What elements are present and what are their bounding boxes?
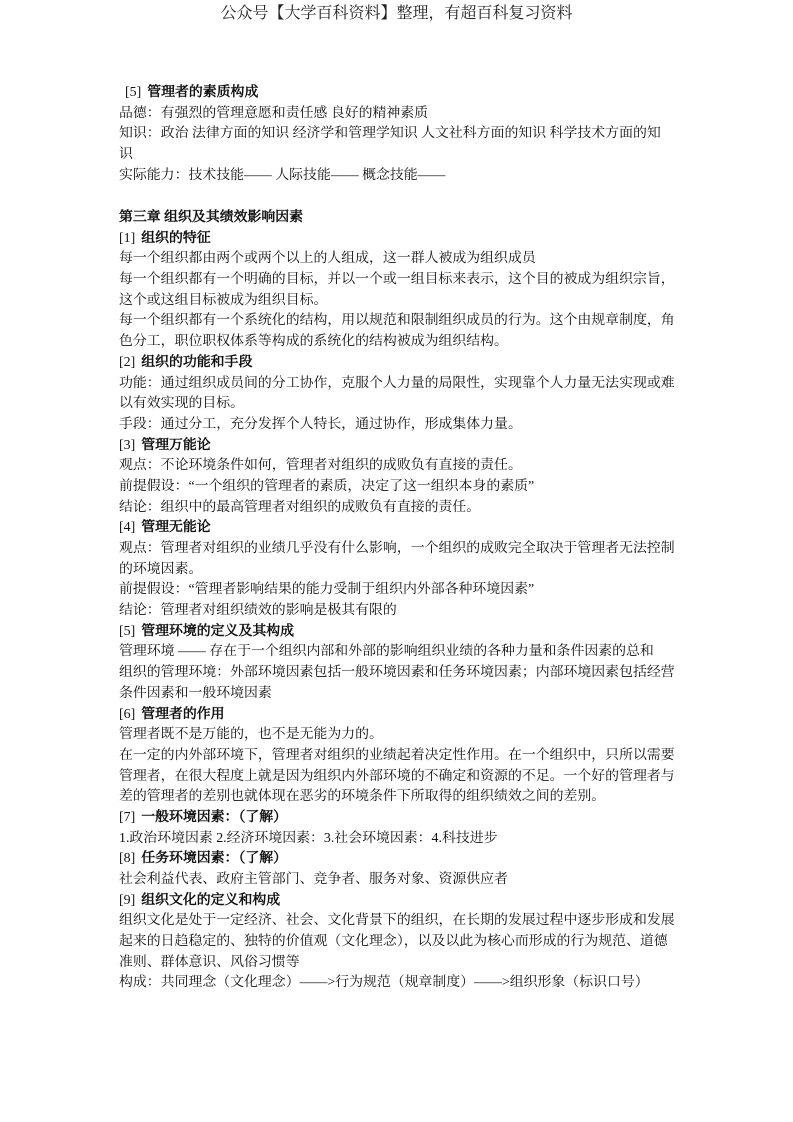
- body-line: 的环境因素。: [119, 561, 203, 577]
- heading-number: [2]: [119, 354, 136, 370]
- section-heading: [119, 436, 689, 457]
- heading-text: 组织文化的定义和构成: [141, 892, 281, 908]
- heading-text: 管理无能论: [141, 520, 211, 536]
- heading-number: [7]: [119, 809, 136, 825]
- section-heading: [119, 353, 689, 374]
- body-line: 前提假设：“管理者影响结果的能力受制于组织内外部各种环境因素”: [119, 582, 535, 598]
- body-line: 1.政治环境因素 2.经济环境因素：3.社会环境因素：4.科技进步: [119, 830, 498, 846]
- body-line: 社会利益代表、政府主管部门、竞争者、服务对象、资源供应者: [119, 872, 508, 887]
- body-line: 每一个组织都由两个或两个以上的人组成，这一群人被成为组织成员: [119, 251, 536, 267]
- heading-text: 组织的特征: [141, 230, 211, 246]
- heading-number: [6]: [119, 706, 136, 722]
- body-line: 这个或这组目标被成为组织目标。: [119, 292, 328, 308]
- section-heading: [119, 808, 689, 829]
- body-line: 色分工，职位职权体系等构成的系统化的结构被成为组织结构。: [119, 334, 508, 350]
- heading-number: [5]: [125, 85, 142, 100]
- body-line: 前提假设：“一个组织的管理者的素质，决定了这一组织本身的素质”: [119, 478, 535, 494]
- heading-text: 任务环境因素：（了解）: [141, 851, 288, 867]
- page-header: 公众号【大学百科资料】整理，有超百科复习资料: [220, 5, 573, 22]
- section-heading: [119, 518, 689, 539]
- body-line: 观点：管理者对组织的业绩几乎没有什么影响，一个组织的成败完全取决于管理者无法控制: [119, 541, 675, 556]
- heading-text: 一般环境因素：（了解）: [141, 809, 288, 825]
- body-line: 观点：不论环境条件如何，管理者对组织的成败负有直接的责任。: [119, 458, 522, 474]
- section-chapter-3: [119, 208, 689, 994]
- heading-number: [3]: [119, 437, 136, 453]
- body-line: 实际能力：技术技能—— 人际技能—— 概念技能——: [119, 167, 446, 183]
- section-heading: [119, 705, 689, 726]
- body-line: 准则、群体意识、风俗习惯等: [119, 954, 300, 970]
- body-line: 组织文化是处于一定经济、社会、文化背景下的组织，在长期的发展过程中逐步形成和发展: [119, 913, 675, 929]
- section-heading: [119, 849, 689, 870]
- body-line: 手段：通过分工，充分发挥个人特长，通过协作，形成集体力量。: [119, 416, 522, 432]
- heading-number: [1]: [119, 230, 136, 246]
- body-line: 起来的日趋稳定的、独特的价值观（文化理念），以及以此为核心而形成的行为规范、道德: [119, 934, 668, 950]
- heading-text: 管理者的素质构成: [147, 85, 259, 100]
- section-heading: [119, 622, 689, 643]
- body-line: 在一定的内外部环境下，管理者对组织的业绩起着决定性作用。在一个组织中，只所以需要: [119, 747, 675, 763]
- body-line: 条件因素和一般环境因素: [119, 685, 272, 701]
- body-line: 知识：政治 法律方面的知识 经济学和管理学知识 人文社科方面的知识 科学技术方面的知: [119, 126, 661, 142]
- body-line: 管理者，在很大程度上就是因为组织内外部环境的不确定和资源的不足。一个好的管理者与: [119, 768, 675, 784]
- heading-text: 组织的功能和手段: [141, 354, 253, 370]
- heading-number: [9]: [119, 892, 136, 908]
- body-line: 管理者既不是万能的，也不是无能为力的。: [119, 727, 383, 743]
- body-line: 功能：通过组织成员间的分工协作，克服个人力量的局限性，实现靠个人力量无法实现或难: [119, 375, 675, 391]
- body-line: 构成：共同理念（文化理念）——>行为规范（规章制度）——>组织形象（标识口号）: [119, 975, 649, 991]
- body-line: 每一个组织都有一个系统化的结构，用以规范和限制组织成员的行为。这个由规章制度，角: [119, 313, 675, 329]
- section-heading: [119, 229, 689, 250]
- body-line: 差的管理者的差别也就体现在恶劣的环境条件下所取得的组织绩效之间的差别。: [119, 789, 606, 805]
- heading-number: [4]: [119, 520, 136, 536]
- body-line: 组织的管理环境：外部环境因素包括一般环境因素和任务环境因素；内部环境因素包括经营: [119, 665, 675, 681]
- heading-number: [8]: [119, 851, 136, 867]
- chapter-title: 第三章 组织及其绩效影响因素: [119, 210, 304, 225]
- body-line: 识: [119, 147, 133, 163]
- section-heading: [119, 83, 689, 104]
- body-line: 结论：组织中的最高管理者对组织的成败负有直接的责任。: [119, 499, 481, 515]
- section-manager-qualities: [119, 83, 689, 186]
- body-line: 管理环境 —— 存在于一个组织内部和外部的影响组织业绩的各种力量和条件因素的总和: [119, 644, 654, 660]
- section-heading: [119, 891, 689, 912]
- heading-number: [5]: [119, 623, 136, 639]
- body-line: 品德：有强烈的管理意愿和责任感 良好的精神素质: [119, 105, 429, 121]
- heading-text: 管理万能论: [141, 437, 211, 453]
- heading-text: 管理环境的定义及其构成: [141, 623, 295, 639]
- body-line: 每一个组织都有一个明确的目标，并以一个或一组目标来表示，这个目的被成为组织宗旨，: [119, 272, 675, 288]
- heading-text: 管理者的作用: [141, 706, 225, 722]
- body-line: 以有效实现的目标。: [119, 396, 245, 412]
- body-line: 结论：管理者对组织绩效的影响是极其有限的: [119, 603, 397, 619]
